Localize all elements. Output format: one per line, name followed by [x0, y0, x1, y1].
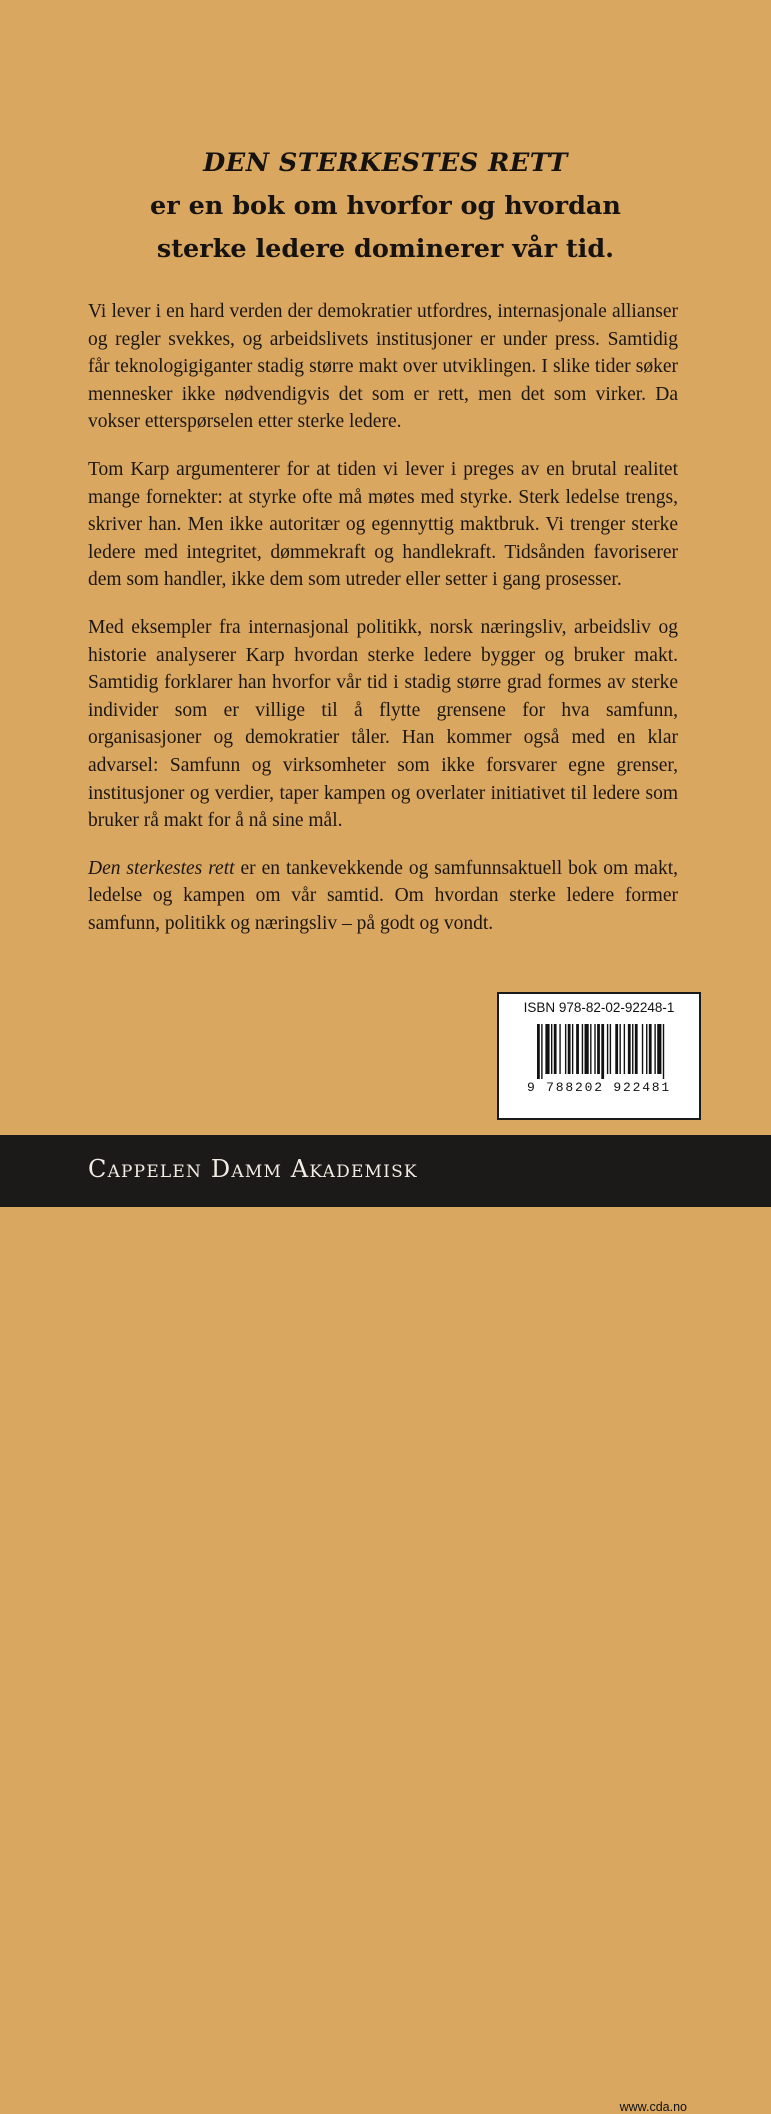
- footer-band: [0, 1135, 771, 1207]
- paragraph-2: Tom Karp argumenterer for at tiden vi lever i preges av en brutal realitet mange fornekter: at styrke ofte må møtes med styrke. Sterk ledelse trengs, skriver han. Men ikke autoritær og egennyttig maktbruk. Vi trenger sterke ledere med integritet, dømmekraft og handlekraft. Tidsånden favoriserer dem som handler, ikke dem som utreder eller setter i gang prosesser.: [88, 458, 678, 591]
- headline-line-3: sterke ledere dominerer vår tid.: [156, 234, 615, 264]
- barcode-bar: [545, 1024, 549, 1074]
- paragraph-3: Med eksempler fra internasjonal politikk, norsk næringsliv, arbeidsliv og historie analyserer Karp hvordan sterke ledere bygger og bruker makt. Samtidig forklarer han hvorfor vår tid i stadig større grad formes av sterke individer som er villige til å flytte grensene for hva samfunn, organisasjoner og demokratier tåler. Han kommer også med en klar advarsel: Samfunn og virksomheter som ikke forsvarer egne grenser, institusjoner og verdier, taper kampen og overlater initiativet til ledere som bruker rå makt for å nå sine mål.: [88, 616, 678, 832]
- barcode-bar: [597, 1024, 600, 1074]
- book-title-italic: Den sterkestes rett: [88, 857, 235, 879]
- barcode-bar: [607, 1024, 608, 1074]
- barcode-bar: [590, 1024, 591, 1074]
- barcode-bar: [594, 1024, 595, 1074]
- paragraph-4-text: er en tankevekkende og samfunnsaktuell bok om makt, ledelse og kampen om vår samtid. Om hvordan sterke ledere former samfunn, politikk og næringsliv – på godt og vondt.: [88, 857, 678, 934]
- barcode-bar: [649, 1024, 652, 1074]
- barcode-bar: [628, 1024, 631, 1074]
- barcode-bar: [663, 1024, 664, 1079]
- barcode-box: [497, 992, 701, 2114]
- barcode-bar: [541, 1024, 542, 1079]
- barcode-bar: [582, 1024, 583, 1074]
- barcode-bar: [601, 1024, 604, 1079]
- barcode-bar: [654, 1024, 655, 1074]
- barcode-bar: [624, 1024, 625, 1074]
- blurb-body: [88, 298, 678, 957]
- isbn-label: ISBN 978-82-02-92248-1: [523, 1000, 675, 1015]
- barcode-bar: [551, 1024, 552, 1074]
- barcode-digits: 9 788202 922481: [526, 1080, 672, 1095]
- paragraph-1: Vi lever i en hard verden der demokratier utfordres, internasjonale allianser og regler svekkes, og arbeidslivets institusjoner er under press. Samtidig får teknologigiganter stadig større makt over utviklingen. I slike tider søker mennesker ikke nødvendigvis det som er rett, men det som virker. Da vokser etterspørselen etter sterke ledere.: [88, 301, 678, 433]
- barcode-bar: [615, 1024, 618, 1074]
- publisher-name: Cappelen Damm Akademisk: [88, 1155, 418, 1183]
- barcode-bar: [619, 1024, 620, 1074]
- barcode-bar: [585, 1024, 589, 1074]
- barcode-bars: [537, 1024, 667, 1079]
- barcode-bar: [576, 1024, 579, 1074]
- barcode-bar: [537, 1024, 540, 1079]
- barcode-bar: [635, 1024, 638, 1074]
- barcode-bar: [565, 1024, 566, 1074]
- barcode-bar: [646, 1024, 647, 1074]
- barcode-bar: [642, 1024, 643, 1074]
- barcode-bar: [559, 1024, 560, 1074]
- barcode-bar: [568, 1024, 571, 1074]
- headline-line-2: er en bok om hvorfor og hvordan: [150, 191, 621, 221]
- publisher-url: www.cda.no: [619, 2100, 687, 2114]
- barcode-bar: [610, 1024, 611, 1074]
- barcode-bar: [657, 1024, 661, 1074]
- headline-title: DEN STERKESTES RETT: [203, 148, 568, 178]
- paragraph-4: [88, 855, 678, 938]
- barcode-bar: [572, 1024, 573, 1074]
- barcode-bar: [632, 1024, 633, 1074]
- barcode-bar: [554, 1024, 557, 1074]
- headline: [0, 142, 771, 271]
